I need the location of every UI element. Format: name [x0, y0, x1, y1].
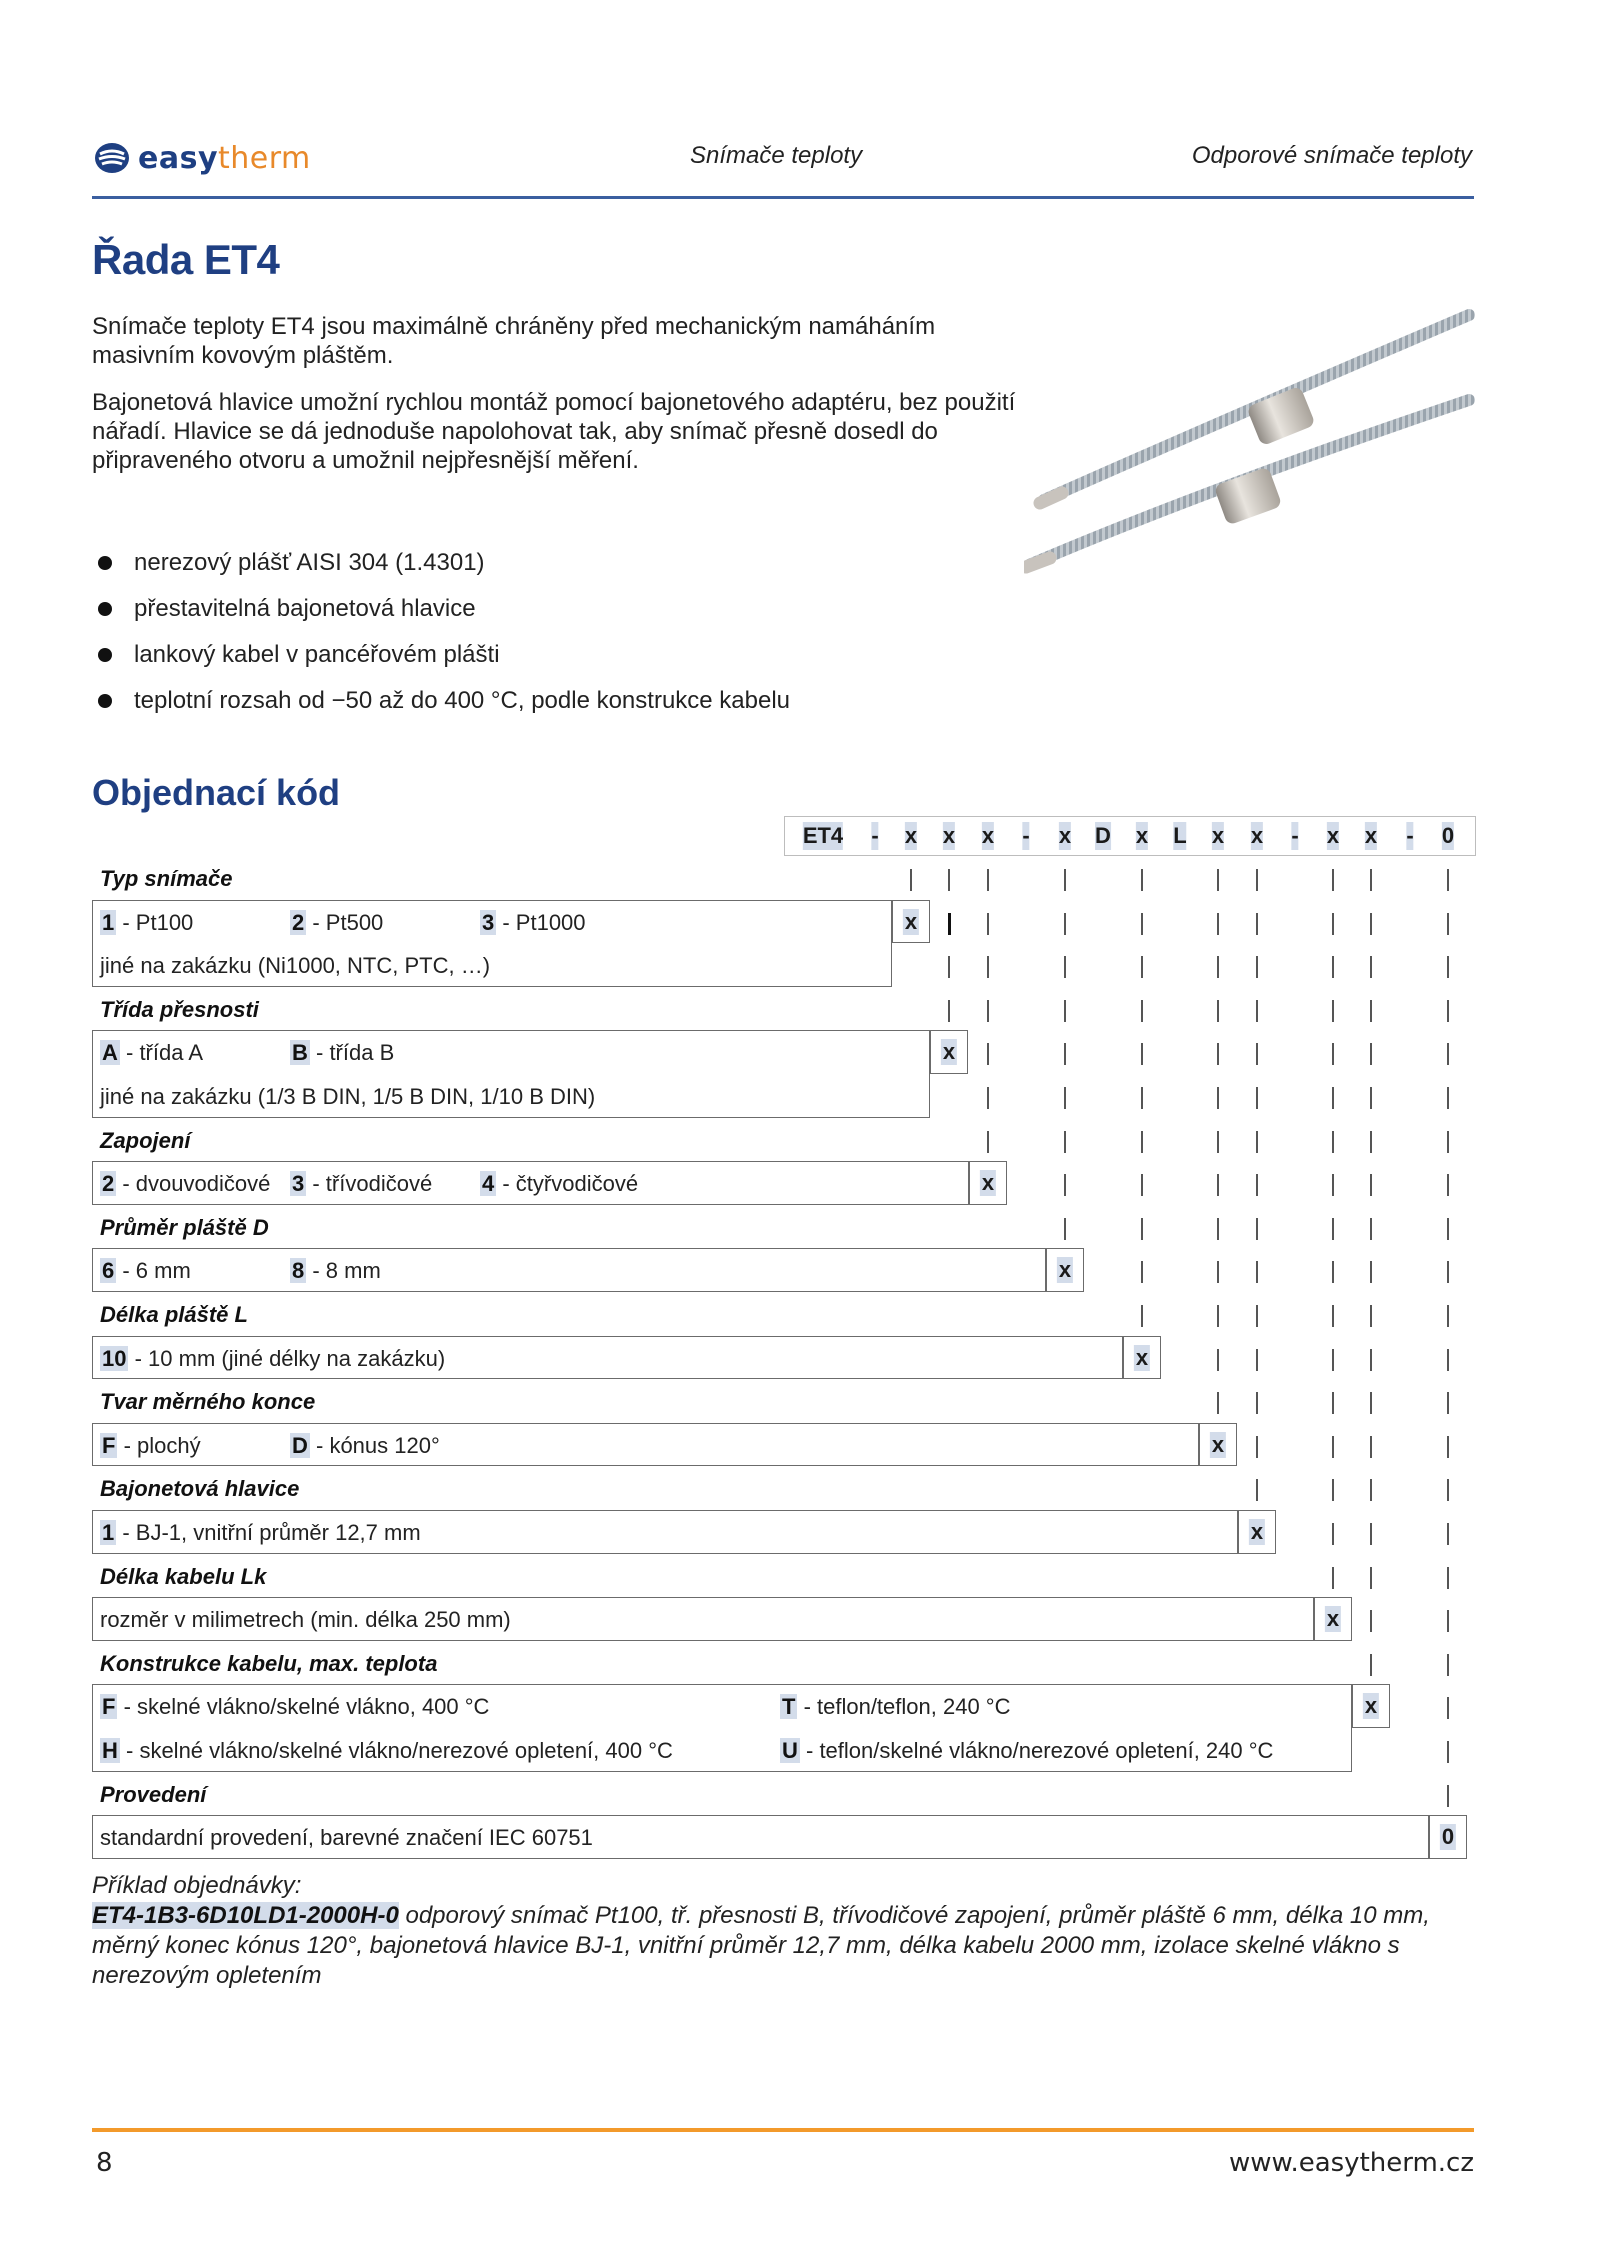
code-connector-line: [1217, 1000, 1219, 1022]
option-code: T: [782, 1694, 796, 1720]
code-connector-line: [1447, 1174, 1449, 1196]
code-connector-line: [1141, 1174, 1143, 1196]
code-connector-line: [1332, 1479, 1334, 1501]
page-number: 8: [96, 2148, 113, 2178]
group-label: Délka kabelu Lk: [100, 1563, 267, 1589]
code-connector-line: [1141, 1000, 1143, 1022]
code-connector-line: [1370, 1087, 1372, 1109]
order-option: [100, 1346, 445, 1372]
code-connector-line: [1370, 1261, 1372, 1283]
option-description: jiné na zakázku (1/3 B DIN, 1/5 B DIN, 1/10 B DIN): [100, 1084, 596, 1109]
code-connector-line: [1256, 1436, 1258, 1458]
code-connector-line: [1370, 1479, 1372, 1501]
page-title: Řada ET4: [92, 236, 280, 283]
code-connector-line: [1332, 1436, 1334, 1458]
example-code: ET4-1B3-6D10LD1-2000H-0: [92, 1902, 399, 1929]
code-connector-line: [1256, 1479, 1258, 1501]
code-connector-line: [1217, 1087, 1219, 1109]
code-connector-line: [1332, 1218, 1334, 1240]
option-description: standardní provedení, barevné značení IEC 60751: [100, 1825, 593, 1851]
order-option: [100, 953, 490, 979]
code-connector-line: [1370, 1654, 1372, 1676]
bullet-icon: [98, 648, 112, 662]
order-option: [480, 910, 586, 936]
code-connector-line: [1217, 1174, 1219, 1196]
option-code: B: [292, 1040, 308, 1066]
code-connector-line: [987, 913, 989, 935]
option-code: 2: [292, 909, 305, 935]
code-connector-line: [1256, 1131, 1258, 1153]
easytherm-logo-icon: [94, 142, 130, 174]
intro-paragraph-2: Bajonetová hlavice umožní rychlou montáž pomocí bajonetového adaptéru, bez použití nářadí. Hlavice se dá jednoduše napolohovat tak, aby snímač přesně dosedl do připraveného otvoru a umožnil nejpřesnější měření.: [92, 389, 1016, 474]
code-char: x: [1058, 823, 1072, 848]
feature-item: nerezový plášť AISI 304 (1.4301): [92, 540, 992, 586]
code-connector-line: [1370, 1043, 1372, 1065]
code-char: L: [1173, 823, 1187, 848]
code-connector-line: [1447, 1436, 1449, 1458]
option-description: - teflon/teflon, 240 °C: [797, 1694, 1011, 1720]
code-connector-line: [1217, 1305, 1219, 1327]
code-connector-line: [1447, 1523, 1449, 1545]
option-code: 4: [482, 1171, 495, 1197]
code-connector-line: [1447, 1392, 1449, 1414]
group-label: Bajonetová hlavice: [100, 1476, 300, 1502]
order-option: [100, 1825, 593, 1851]
feature-item: teplotní rozsah od −50 až do 400 °C, podle konstrukce kabelu: [92, 678, 992, 724]
logo-text-easy: easy: [138, 140, 219, 176]
code-connector-line: [1064, 1218, 1066, 1240]
code-connector-line: [1256, 1349, 1258, 1371]
code-position-marker: x: [1250, 1519, 1264, 1544]
product-photo: [1024, 300, 1484, 580]
option-description: - třívodičové: [306, 1171, 433, 1197]
code-connector-line: [1217, 1349, 1219, 1371]
code-connector-line: [1256, 913, 1258, 935]
option-description: - 10 mm (jiné délky na zakázku): [128, 1345, 446, 1371]
code-connector-line: [1370, 1610, 1372, 1632]
code-char: 0: [1441, 823, 1455, 848]
code-connector-line: [1332, 1087, 1334, 1109]
code-connector-line: [1256, 1087, 1258, 1109]
example-text: [92, 1901, 1492, 1991]
option-code: 2: [102, 1171, 115, 1197]
option-code: 3: [482, 909, 495, 935]
code-char: x: [1211, 823, 1225, 848]
code-connector-line: [1370, 1218, 1372, 1240]
code-connector-line: [1370, 1131, 1372, 1153]
option-code: 8: [292, 1258, 305, 1284]
code-char: x: [1326, 823, 1340, 848]
code-position-marker: x: [1058, 1257, 1072, 1283]
option-description: jiné na zakázku (Ni1000, NTC, PTC, …): [100, 953, 491, 979]
code-char: -: [1022, 823, 1030, 848]
example-description: odporový snímač Pt100, tř. přesnosti B, třívodičové zapojení, průměr pláště 6 mm, délka 10 mm, měrný konec kónus 120°, bajonetová hlavice BJ-1, vnitřní průměr 12,7 mm, délka kabelu 2000 mm, izolace skelné vlákno s nerezovým opletením: [92, 1902, 1430, 1989]
code-connector-line: [1332, 1305, 1334, 1327]
order-option: [100, 1738, 673, 1764]
code-connector-line: [1064, 956, 1066, 978]
code-connector-line: [1217, 1392, 1219, 1414]
header-divider: [92, 196, 1474, 199]
code-connector-line: [1370, 869, 1372, 891]
code-connector-line: [987, 1000, 989, 1022]
brand-logo: [94, 138, 311, 178]
code-connector-line: [1256, 1000, 1258, 1022]
option-description: - Pt500: [306, 909, 384, 935]
option-code: F: [102, 1694, 116, 1720]
option-code: 3: [292, 1171, 305, 1197]
code-connector-line: [1141, 956, 1143, 978]
code-connector-line: [1447, 1349, 1449, 1371]
option-description: - skelné vlákno/skelné vlákno, 400 °C: [117, 1694, 490, 1720]
code-connector-line: [1256, 1174, 1258, 1196]
code-position-marker: x: [904, 908, 918, 934]
code-connector-line: [948, 956, 950, 978]
option-description: - třída A: [119, 1040, 204, 1066]
code-connector-line: [1370, 1174, 1372, 1196]
header-section: Snímače teploty: [690, 142, 863, 169]
option-description: - Pt1000: [496, 909, 586, 935]
code-connector-line: [1447, 1741, 1449, 1763]
code-char: D: [1095, 823, 1111, 848]
feature-item: lankový kabel v pancéřovém plášti: [92, 632, 992, 678]
option-code: 10: [102, 1345, 127, 1371]
code-connector-line: [1141, 1131, 1143, 1153]
option-code: 1: [102, 909, 115, 935]
code-connector-line: [1256, 956, 1258, 978]
code-connector-line: [1447, 956, 1449, 978]
order-option: [290, 1258, 381, 1284]
option-description: - čtyřvodičové: [496, 1171, 639, 1197]
code-connector-line: [1217, 956, 1219, 978]
code-connector-line: [1370, 1436, 1372, 1458]
code-char: x: [1364, 823, 1378, 848]
order-option: [780, 1694, 1010, 1720]
code-connector-line: [1447, 1785, 1449, 1807]
code-connector-line: [1256, 1218, 1258, 1240]
code-char: x: [1250, 823, 1264, 848]
bullet-icon: [98, 556, 112, 570]
option-description: - 8 mm: [306, 1258, 381, 1284]
code-connector-line: [1141, 1043, 1143, 1065]
code-connector-line: [1447, 1131, 1449, 1153]
option-description: - 6 mm: [116, 1258, 191, 1284]
code-connector-line: [948, 1000, 950, 1022]
code-connector-line: [1332, 1174, 1334, 1196]
code-connector-line: [1256, 1261, 1258, 1283]
code-connector-line: [1447, 1305, 1449, 1327]
code-connector-line: [987, 1131, 989, 1153]
code-connector-line: [1064, 1174, 1066, 1196]
order-option: [290, 1040, 394, 1066]
code-connector-line: [1064, 1043, 1066, 1065]
code-position-marker: x: [1211, 1431, 1225, 1457]
code-connector-line: [1256, 1392, 1258, 1414]
code-connector-line: [1217, 869, 1219, 891]
option-code: F: [102, 1432, 116, 1458]
code-connector-line: [1332, 956, 1334, 978]
code-connector-line: [948, 869, 950, 891]
code-connector-line: [1447, 1043, 1449, 1065]
code-connector-line: [987, 1087, 989, 1109]
group-label: Tvar měrného konce: [100, 1389, 316, 1415]
code-connector-line: [1064, 1087, 1066, 1109]
header-subsection: Odporové snímače teploty: [1191, 142, 1472, 169]
code-connector-line: [1370, 1305, 1372, 1327]
option-code: 6: [102, 1258, 115, 1284]
group-label: Provedení: [100, 1781, 207, 1807]
code-connector-line: [1064, 1131, 1066, 1153]
order-option: [100, 910, 193, 936]
option-code: U: [782, 1738, 798, 1763]
code-char: x: [1135, 823, 1149, 848]
order-option: [780, 1738, 1273, 1764]
intro-paragraph-1: Snímače teploty ET4 jsou maximálně chráněny před mechanickým namáháním masivním kovovým pláštěm.: [92, 313, 936, 369]
code-position-marker: x: [1326, 1606, 1340, 1632]
option-description: rozměr v milimetrech (min. délka 250 mm): [100, 1607, 511, 1633]
code-position-marker: x: [981, 1170, 995, 1196]
code-connector-line: [1332, 1349, 1334, 1371]
group-label: Délka pláště L: [100, 1302, 248, 1327]
code-connector-line: [1332, 913, 1334, 935]
code-connector-line: [1447, 869, 1449, 891]
code-connector-line: [1370, 956, 1372, 978]
option-code: D: [292, 1432, 308, 1458]
code-connector-line: [1217, 1043, 1219, 1065]
code-connector-line: [1141, 1218, 1143, 1240]
order-option: [100, 1040, 203, 1066]
code-connector-line: [1447, 1610, 1449, 1632]
code-connector-line: [1256, 1305, 1258, 1327]
code-connector-line: [910, 869, 912, 891]
code-connector-line: [1141, 1305, 1143, 1327]
code-connector-line: [1332, 1000, 1334, 1022]
order-option: [100, 1607, 511, 1633]
code-connector-line: [1332, 1043, 1334, 1065]
code-connector-line: [1332, 1567, 1334, 1589]
group-label: Konstrukce kabelu, max. teplota: [100, 1650, 438, 1676]
option-description: - teflon/skelné vlákno/nerezové opletení, 240 °C: [799, 1738, 1274, 1763]
code-connector-line: [1217, 1131, 1219, 1153]
code-position-marker: 0: [1441, 1824, 1455, 1850]
feature-list: [92, 540, 992, 724]
group-options-box: [92, 1423, 1199, 1467]
logo-text-therm: therm: [218, 140, 311, 176]
code-connector-line: [1447, 1218, 1449, 1240]
example-label: Příklad objednávky:: [92, 1872, 302, 1899]
code-char: ET4: [802, 823, 844, 848]
code-connector-line: [1064, 913, 1066, 935]
code-connector-line: [1332, 1261, 1334, 1283]
group-label: Typ snímače: [100, 866, 233, 891]
order-option: [290, 1433, 440, 1459]
option-description: - skelné vlákno/skelné vlákno/nerezové opletení, 400 °C: [119, 1738, 673, 1763]
order-code-title: Objednací kód: [92, 772, 341, 813]
code-position-marker: x: [1364, 1693, 1378, 1719]
code-char: x: [904, 823, 918, 848]
option-code: A: [102, 1040, 118, 1066]
option-code: 1: [102, 1520, 115, 1545]
code-connector-line: [1370, 1349, 1372, 1371]
option-code: H: [102, 1738, 118, 1763]
code-char: -: [1291, 823, 1299, 848]
code-connector-line: [1141, 1261, 1143, 1283]
code-connector-line: [987, 956, 989, 978]
code-connector-line: [1370, 1000, 1372, 1022]
code-position-marker: x: [942, 1039, 956, 1065]
feature-item: přestavitelná bajonetová hlavice: [92, 586, 992, 632]
order-option: [100, 1694, 489, 1720]
code-char: -: [1406, 823, 1414, 848]
group-options-box: [92, 1248, 1046, 1292]
order-option: [100, 1084, 595, 1110]
code-connector-line: [1256, 869, 1258, 891]
group-label: Zapojení: [100, 1127, 191, 1153]
code-connector-line: [1447, 1567, 1449, 1589]
code-connector-line: [1217, 1261, 1219, 1283]
code-char: x: [981, 823, 995, 848]
option-description: - plochý: [117, 1432, 201, 1458]
order-option: [100, 1520, 421, 1546]
code-connector-line: [1141, 869, 1143, 891]
option-description: - BJ-1, vnitřní průměr 12,7 mm: [116, 1520, 421, 1545]
order-option: [290, 910, 383, 936]
code-connector-line: [1370, 1567, 1372, 1589]
code-connector-line: [1332, 1523, 1334, 1545]
code-connector-line: [1256, 1043, 1258, 1065]
order-option: [100, 1258, 191, 1284]
order-option: [480, 1171, 638, 1197]
code-connector-line: [1141, 913, 1143, 935]
code-connector-line: [1332, 1392, 1334, 1414]
option-description: - Pt100: [116, 909, 194, 935]
footer-url[interactable]: www.easytherm.cz: [1229, 2148, 1474, 2178]
code-connector-line: [948, 913, 951, 935]
code-connector-line: [1141, 1087, 1143, 1109]
code-connector-line: [1447, 1654, 1449, 1676]
order-option: [290, 1171, 432, 1197]
group-label: Třída přesnosti: [100, 996, 259, 1022]
code-connector-line: [1064, 869, 1066, 891]
code-connector-line: [987, 1043, 989, 1065]
order-option: [100, 1171, 270, 1197]
code-connector-line: [1447, 913, 1449, 935]
bullet-icon: [98, 694, 112, 708]
code-connector-line: [1447, 1000, 1449, 1022]
code-connector-line: [1370, 1523, 1372, 1545]
option-description: - dvouvodičové: [116, 1171, 271, 1197]
code-connector-line: [1217, 913, 1219, 935]
code-connector-line: [1370, 1392, 1372, 1414]
code-connector-line: [1217, 1218, 1219, 1240]
code-connector-line: [1370, 913, 1372, 935]
bullet-icon: [98, 602, 112, 616]
code-connector-line: [1332, 1131, 1334, 1153]
order-option: [100, 1433, 201, 1459]
footer-divider: [92, 2128, 1474, 2132]
code-connector-line: [1447, 1087, 1449, 1109]
code-position-marker: x: [1135, 1344, 1149, 1370]
code-connector-line: [987, 869, 989, 891]
code-char: -: [871, 823, 879, 848]
option-description: - kónus 120°: [309, 1432, 440, 1458]
code-connector-line: [1064, 1000, 1066, 1022]
code-connector-line: [1332, 869, 1334, 891]
code-connector-line: [1447, 1697, 1449, 1719]
option-description: - třída B: [309, 1040, 395, 1066]
code-connector-line: [1447, 1479, 1449, 1501]
code-connector-line: [1447, 1261, 1449, 1283]
code-char: x: [942, 823, 956, 848]
group-label: Průměr pláště D: [100, 1214, 269, 1240]
